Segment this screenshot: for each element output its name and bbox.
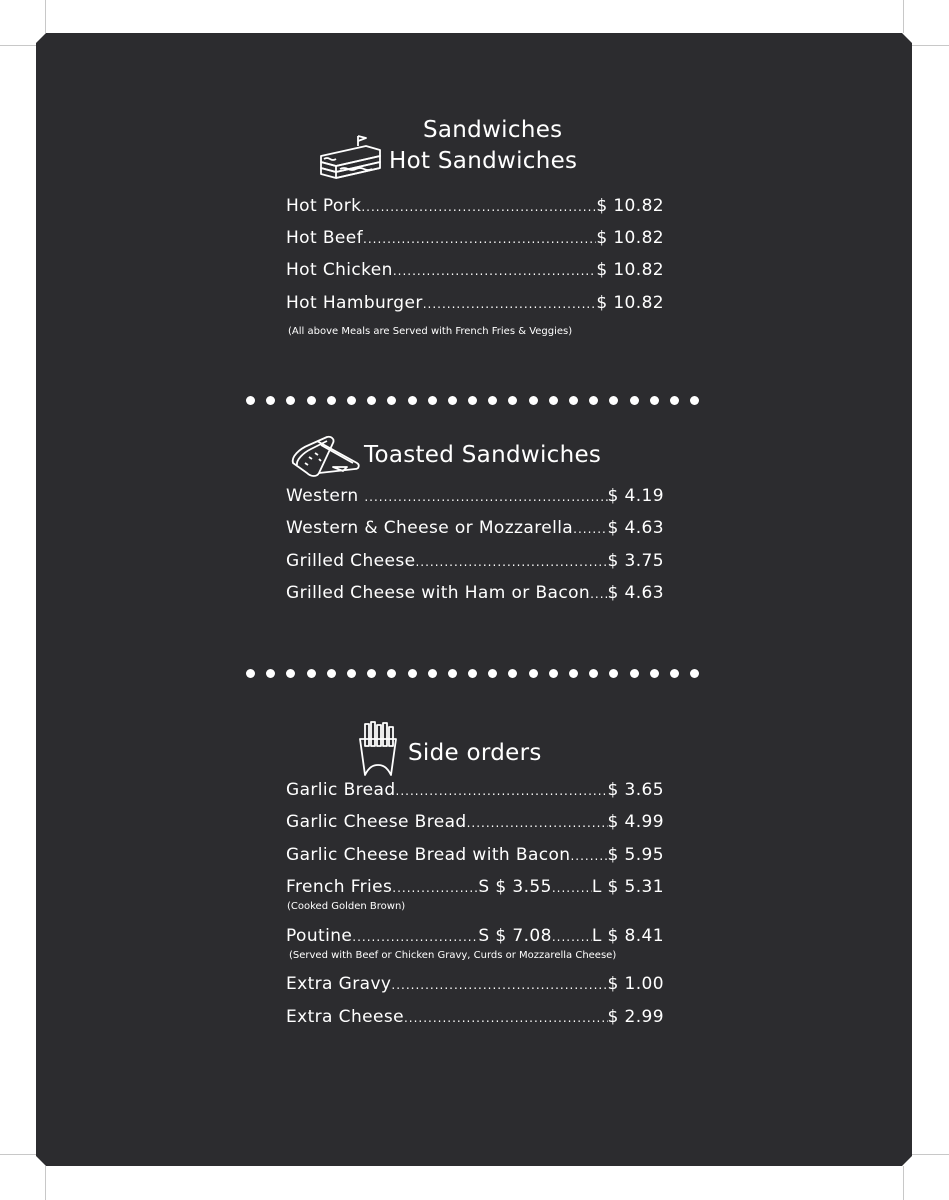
item-name: French Fries [286, 877, 393, 897]
item-name: Extra Cheese [286, 1007, 404, 1027]
dot-leader [393, 264, 596, 278]
menu-item [286, 583, 664, 607]
item-name: Western & Cheese or Mozzarella [286, 518, 574, 538]
menu-item [286, 518, 664, 542]
dot-leader [391, 978, 607, 992]
section-title: Toasted Sandwiches [364, 442, 602, 468]
item-name: Grilled Cheese with Ham or Bacon [286, 583, 591, 603]
menu-item [286, 974, 664, 998]
menu-item [286, 780, 664, 804]
club-sandwich-icon [318, 134, 384, 184]
section-subtitle: Hot Sandwiches [389, 148, 578, 174]
menu-item [286, 551, 664, 575]
dot-leader [361, 200, 596, 214]
item-price: $ 4.63 [607, 583, 664, 603]
menu-item [286, 926, 664, 950]
item-price: $ 3.75 [607, 551, 664, 571]
item-price-small: S $ 3.55 [478, 877, 552, 897]
item-price: $ 3.65 [607, 780, 664, 800]
item-note: (Served with Beef or Chicken Gravy, Curds or Mozzarella Cheese) [289, 950, 617, 961]
dot-leader [552, 930, 592, 944]
item-price-small: S $ 7.08 [478, 926, 552, 946]
item-name: Garlic Cheese Bread with Bacon [286, 845, 571, 865]
item-name: Hot Beef [286, 228, 364, 248]
dotted-divider [246, 396, 699, 405]
dot-leader [404, 1011, 608, 1025]
item-price: $ 10.82 [596, 293, 664, 313]
item-name: Poutine [286, 926, 353, 946]
item-name: Western [286, 486, 365, 506]
menu-item [286, 196, 664, 220]
dot-leader [363, 232, 596, 246]
toasted-sandwich-icon [289, 433, 363, 481]
item-name: Garlic Cheese Bread [286, 812, 467, 832]
menu-item [286, 877, 664, 901]
dot-leader [573, 522, 607, 536]
item-price-large: L $ 8.41 [591, 926, 664, 946]
item-price: $ 4.19 [607, 486, 664, 506]
dot-leader [467, 816, 608, 830]
corner-notch [902, 1156, 912, 1166]
item-name: Garlic Bread [286, 780, 396, 800]
menu-item [286, 260, 664, 284]
dot-leader [415, 555, 607, 569]
menu-item [286, 845, 664, 869]
dot-leader [570, 849, 607, 863]
dot-leader [392, 881, 478, 895]
menu-item [286, 1007, 664, 1031]
item-price: $ 10.82 [596, 196, 664, 216]
item-name: Grilled Cheese [286, 551, 416, 571]
dot-leader [396, 784, 608, 798]
corner-notch [902, 33, 912, 43]
item-price: $ 4.63 [607, 518, 664, 538]
item-name: Extra Gravy [286, 974, 392, 994]
item-name: Hot Chicken [286, 260, 393, 280]
menu-item [286, 293, 664, 317]
menu-item [286, 486, 664, 510]
item-price-large: L $ 5.31 [591, 877, 664, 897]
corner-notch [36, 1156, 46, 1166]
section-title: Sandwiches [423, 117, 563, 143]
dot-leader [552, 881, 592, 895]
section-note: (All above Meals are Served with French Fries & Veggies) [288, 326, 573, 337]
french-fries-icon [357, 721, 399, 777]
item-price: $ 10.82 [596, 228, 664, 248]
item-price: $ 10.82 [596, 260, 664, 280]
dot-leader [352, 930, 478, 944]
corner-notch [36, 33, 46, 43]
item-price: $ 4.99 [607, 812, 664, 832]
dot-leader [423, 297, 597, 311]
dotted-divider [246, 669, 699, 678]
section-title: Side orders [408, 740, 542, 766]
item-price: $ 5.95 [607, 845, 664, 865]
item-note: (Cooked Golden Brown) [287, 901, 406, 912]
dot-leader [364, 490, 607, 504]
item-price: $ 1.00 [607, 974, 664, 994]
item-name: Hot Hamburger [286, 293, 423, 313]
menu-item [286, 228, 664, 252]
dot-leader [590, 587, 607, 601]
menu-item [286, 812, 664, 836]
item-price: $ 2.99 [607, 1007, 664, 1027]
item-name: Hot Pork [286, 196, 362, 216]
